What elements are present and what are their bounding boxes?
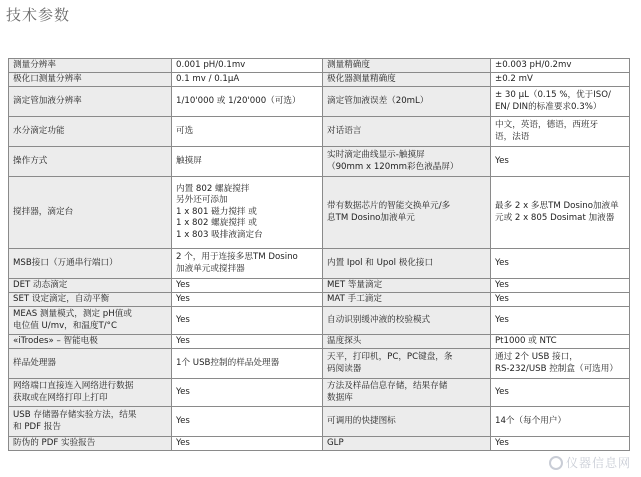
cell-text-line: EN/ DIN的标准要求0.3%） [495, 101, 602, 112]
cell-text-line: 2 个，用于连接多思TM Dosino [176, 252, 298, 263]
param-name-cell [9, 59, 172, 73]
param-value-cell [172, 73, 323, 87]
cell-text-line: 天平，打印机，PC，PC键盘，条 [327, 352, 453, 363]
param-value-cell [172, 437, 323, 451]
cell-text-line: 通过 2个 USB 接口， [495, 352, 578, 363]
cell-text-line: DET 动态滴定 [13, 279, 68, 290]
table-row [9, 117, 630, 147]
cell-text-line: 元或 2 x 805 Dosimat 加液器 [495, 212, 615, 223]
param-value-cell [491, 117, 630, 147]
watermark [549, 454, 631, 471]
cell-text-line: 1 x 801 磁力搅拌 或 [176, 206, 257, 217]
cell-text-line: 中文，英语，德语，西班牙 [495, 120, 599, 131]
cell-text-line: MSB接口（万通串行端口） [13, 257, 118, 268]
watermark-text: 仪器信息网 [565, 456, 631, 470]
cell-text-line: 测量精确度 [327, 59, 370, 70]
cell-text-line: Yes [176, 335, 190, 346]
param-name-cell [323, 249, 491, 279]
param-value-cell [491, 73, 630, 87]
param-value-cell [172, 249, 323, 279]
cell-text-line: 实时滴定曲线显示-触摸屏 [327, 150, 425, 161]
cell-text-line: Yes [495, 293, 509, 304]
cell-text-line: 电位值 U/mv，和温度T/°C [13, 320, 117, 331]
cell-text-line: GLP [327, 437, 344, 448]
spec-table [8, 58, 630, 451]
param-name-cell [323, 59, 491, 73]
param-name-cell [323, 279, 491, 293]
cell-text-line: 1 x 803 吸排液滴定台 [176, 229, 263, 240]
cell-text-line: Yes [495, 257, 509, 268]
table-row [9, 349, 630, 379]
param-value-cell [491, 379, 630, 407]
cell-text-line: Yes [176, 293, 190, 304]
param-name-cell [323, 293, 491, 307]
table-row [9, 249, 630, 279]
cell-text-line: 极化口测量分辨率 [13, 73, 82, 84]
table-row [9, 407, 630, 437]
cell-text-line: Yes [495, 279, 509, 290]
param-name-cell [9, 87, 172, 117]
cell-text-line: «iTrodes» – 智能电极 [13, 335, 98, 346]
param-value-cell [172, 147, 323, 177]
cell-text-line: 测量分辨率 [13, 59, 56, 70]
table-row [9, 279, 630, 293]
cell-text-line: Yes [495, 314, 509, 325]
cell-text-line: RS-232/USB 控制盒（可选用） [495, 363, 618, 374]
cell-text-line: 滴定管加液误差（20mL） [327, 95, 429, 106]
cell-text-line: 内置 Ipol 和 Upol 极化接口 [327, 257, 434, 268]
cell-text-line: Yes [176, 437, 190, 448]
watermark-logo-icon [549, 456, 563, 470]
cell-text-line: Yes [176, 386, 190, 397]
cell-text-line: MET 等量滴定 [327, 279, 383, 290]
param-value-cell [491, 249, 630, 279]
cell-text-line: 滴定管加液分辨率 [13, 95, 82, 106]
param-name-cell [9, 307, 172, 335]
param-name-cell [9, 437, 172, 451]
cell-text-line: 可调用的快捷图标 [327, 415, 396, 426]
cell-text-line: 数据库 [327, 392, 353, 403]
param-value-cell [172, 177, 323, 249]
cell-text-line: 触摸屏 [176, 155, 202, 166]
cell-text-line: SET 设定滴定，自动平衡 [13, 293, 110, 304]
param-value-cell [172, 117, 323, 147]
table-row [9, 335, 630, 349]
cell-text-line: 操作方式 [13, 155, 48, 166]
table-row [9, 379, 630, 407]
cell-text-line: Yes [495, 155, 509, 166]
cell-text-line: 加液单元或搅拌器 [176, 263, 245, 274]
table-row [9, 307, 630, 335]
param-value-cell [172, 87, 323, 117]
param-name-cell [323, 407, 491, 437]
param-value-cell [491, 279, 630, 293]
param-value-cell [172, 59, 323, 73]
cell-text-line: Yes [176, 279, 190, 290]
table-row [9, 147, 630, 177]
param-name-cell [323, 437, 491, 451]
cell-text-line: 极化器测量精确度 [327, 73, 396, 84]
param-name-cell [323, 117, 491, 147]
param-name-cell [323, 379, 491, 407]
param-name-cell [323, 335, 491, 349]
cell-text-line: 可选 [176, 125, 194, 136]
param-name-cell [9, 177, 172, 249]
param-value-cell [491, 307, 630, 335]
cell-text-line: Yes [176, 314, 190, 325]
cell-text-line: （90mm x 120mm彩色液晶屏） [327, 161, 459, 172]
cell-text-line: 水分滴定功能 [13, 125, 65, 136]
cell-text-line: 内置 802 螺旋搅拌 [176, 183, 250, 194]
cell-text-line: 1个 USB控制的样品处理器 [176, 357, 280, 368]
param-value-cell [491, 87, 630, 117]
cell-text-line: 获取或在网络打印上打印 [13, 392, 108, 403]
param-value-cell [172, 379, 323, 407]
param-value-cell [172, 349, 323, 379]
cell-text-line: 和 PDF 报告 [13, 421, 61, 432]
param-name-cell [323, 87, 491, 117]
param-value-cell [491, 293, 630, 307]
param-name-cell [9, 335, 172, 349]
param-value-cell [172, 279, 323, 293]
param-name-cell [323, 307, 491, 335]
cell-text-line: 1 x 802 螺旋搅拌 或 [176, 218, 257, 229]
table-row [9, 177, 630, 249]
param-name-cell [9, 349, 172, 379]
param-name-cell [9, 407, 172, 437]
cell-text-line: 0.001 pH/0.1mv [176, 59, 246, 70]
cell-text-line: 带有数据芯片的智能交换单元/多 [327, 201, 451, 212]
param-value-cell [491, 349, 630, 379]
cell-text-line: 样品处理器 [13, 357, 56, 368]
cell-text-line: 另外还可添加 [176, 195, 228, 206]
param-name-cell [9, 73, 172, 87]
cell-text-line: MEAS 测量模式，测定 pH值或 [13, 309, 132, 320]
param-name-cell [9, 147, 172, 177]
param-name-cell [323, 147, 491, 177]
param-value-cell [172, 407, 323, 437]
param-name-cell [9, 249, 172, 279]
cell-text-line: ± 30 μL（0.15 %，优于ISO/ [495, 90, 611, 101]
cell-text-line: 0.1 mv / 0.1μA [176, 73, 240, 84]
table-row [9, 73, 630, 87]
cell-text-line: 14个（每个用户） [495, 415, 567, 426]
param-name-cell [9, 293, 172, 307]
param-name-cell [323, 73, 491, 87]
param-value-cell [172, 335, 323, 349]
cell-text-line: 自动识别缓冲液的校验模式 [327, 314, 431, 325]
param-name-cell [323, 177, 491, 249]
cell-text-line: Yes [176, 415, 190, 426]
param-name-cell [9, 379, 172, 407]
param-name-cell [9, 117, 172, 147]
table-row [9, 87, 630, 117]
param-value-cell [172, 307, 323, 335]
cell-text-line: 息TM Dosino加液单元 [327, 212, 415, 223]
param-value-cell [491, 407, 630, 437]
param-value-cell [491, 177, 630, 249]
table-row [9, 437, 630, 451]
cell-text-line: Yes [495, 386, 509, 397]
param-value-cell [491, 335, 630, 349]
page-title: 技术参数 [6, 6, 71, 24]
table-row [9, 293, 630, 307]
cell-text-line: 温度探头 [327, 335, 362, 346]
cell-text-line: ±0.2 mV [495, 73, 533, 84]
param-name-cell [323, 349, 491, 379]
cell-text-line: 防伪的 PDF 实验报告 [13, 437, 96, 448]
cell-text-line: 搅拌器，滴定台 [13, 206, 74, 217]
cell-text-line: 方法及样品信息存储，结果存储 [327, 381, 448, 392]
cell-text-line: 网络端口直接连入网络进行数据 [13, 381, 134, 392]
cell-text-line: 最多 2 x 多思TM Dosino加液单 [495, 201, 619, 212]
cell-text-line: Pt1000 或 NTC [495, 335, 557, 346]
cell-text-line: Yes [495, 437, 509, 448]
cell-text-line: 语，法语 [495, 131, 530, 142]
cell-text-line: 对话语言 [327, 125, 362, 136]
param-name-cell [9, 279, 172, 293]
spec-table-body [9, 59, 630, 451]
cell-text-line: 码阅读器 [327, 363, 362, 374]
cell-text-line: ±0.003 pH/0.2mv [495, 59, 572, 70]
param-value-cell [491, 437, 630, 451]
cell-text-line: 1/10'000 或 1/20'000（可选） [176, 95, 301, 106]
cell-text-line: MAT 手工滴定 [327, 293, 382, 304]
cell-text-line: USB 存储器存储实验方法，结果 [13, 410, 137, 421]
param-value-cell [491, 147, 630, 177]
param-value-cell [172, 293, 323, 307]
param-value-cell [491, 59, 630, 73]
table-row [9, 59, 630, 73]
